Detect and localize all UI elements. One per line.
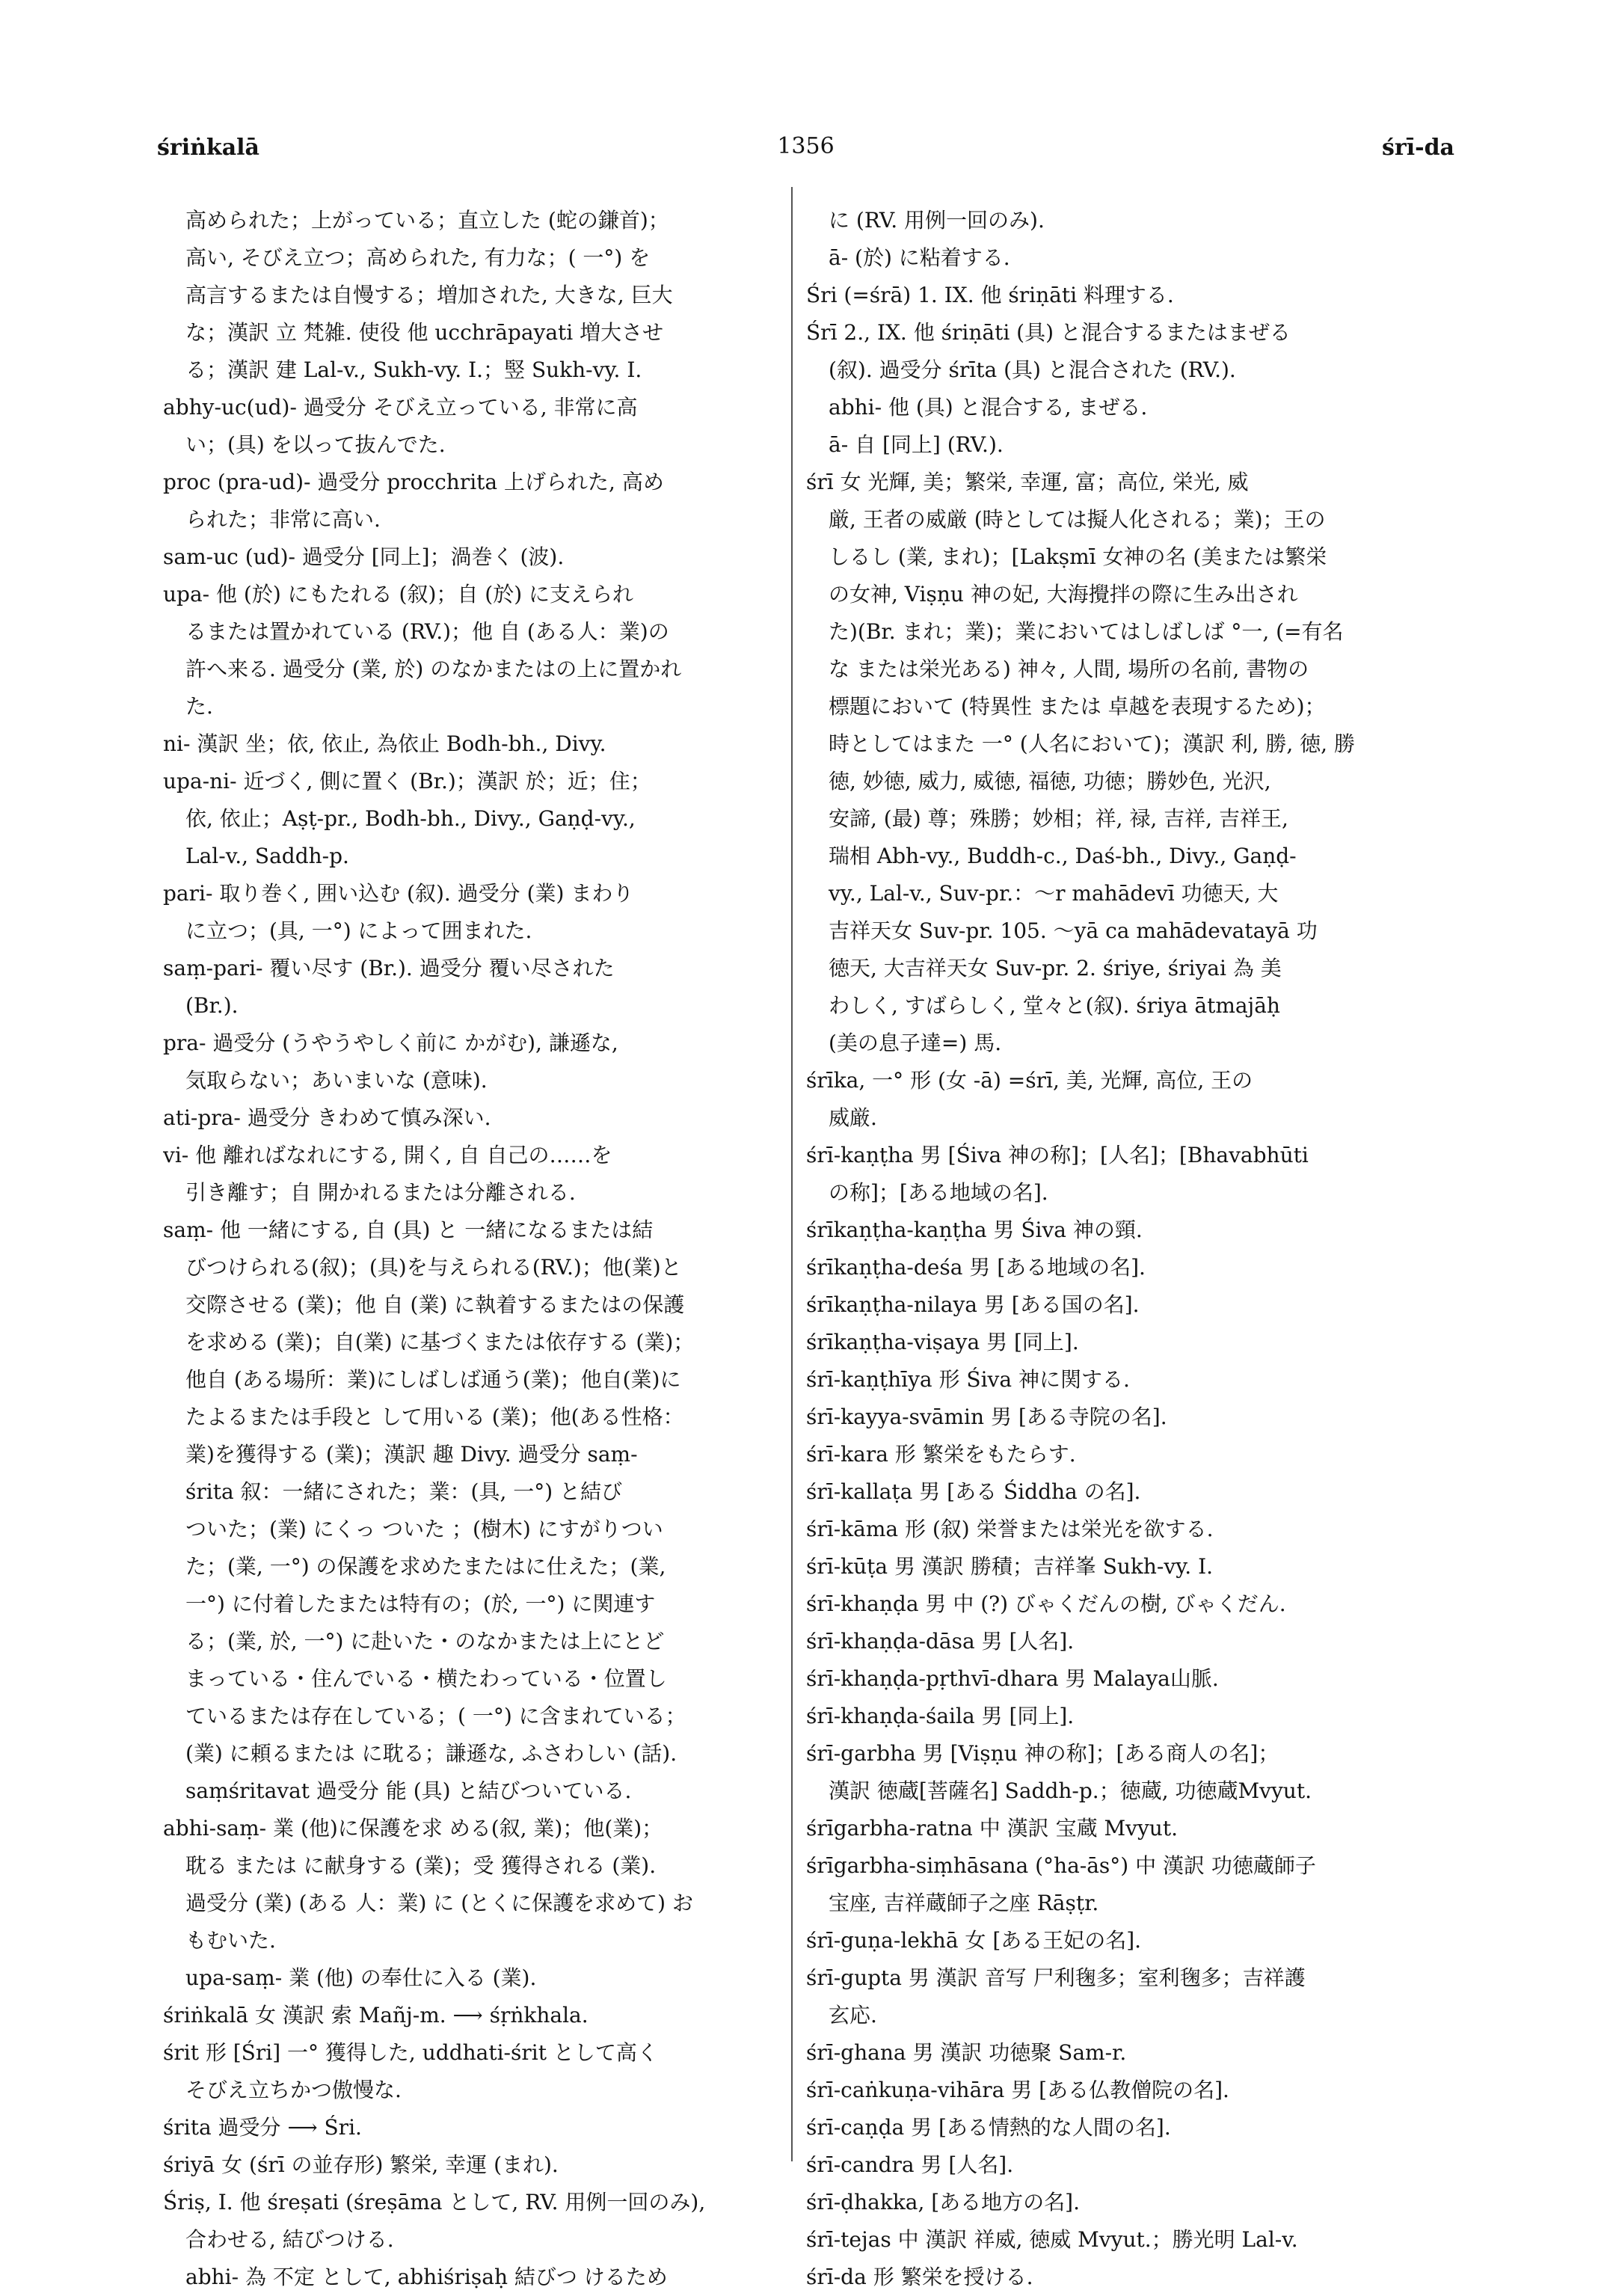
dictionary-line: しるし (業, まれ)；[Lakṣmī 女神の名 (美または繁栄 — [829, 544, 1327, 569]
dictionary-line: abhi-saṃ- 業 (他)に保護を求 める(叙, 業)；他(業)； — [163, 1816, 663, 1841]
dictionary-line: śrī-kūṭa 男 漢訳 勝積；吉祥峯 Sukh-vy. I. — [806, 1554, 1214, 1579]
dictionary-line: śrī-ḍhakka, [ある地方の名]. — [806, 2190, 1080, 2214]
dictionary-line: られた；非常に高い. — [185, 507, 381, 532]
dictionary-line: pari- 取り巻く, 囲い込む (叙). 過受分 (業) まわり — [163, 881, 634, 906]
dictionary-line: śrī-kaṇṭhīya 形 Śiva 神に関する. — [806, 1367, 1130, 1392]
dictionary-line: そびえ立ちかつ傲慢な. — [185, 2078, 402, 2102]
dictionary-line: śrī-kāma 形 (叙) 栄誉または栄光を欲する. — [806, 1517, 1214, 1541]
dictionary-line: 瑞相 Abh-vy., Buddh-c., Daś-bh., Divy., Gaṇḍ- — [829, 844, 1297, 868]
dictionary-line: た. — [185, 694, 213, 719]
dictionary-line: 高められた；上がっている；直立した (蛇の鎌首)； — [185, 208, 669, 233]
dictionary-line: びつけられる(叙)；(具)を与えられる(RV.)；他(業)と — [185, 1255, 682, 1280]
dictionary-line: 気取らない；あいまいな (意味). — [185, 1068, 488, 1093]
dictionary-line: 業)を獲得する (業)；漢訳 趣 Divy. 過受分 saṃ- — [185, 1442, 638, 1467]
dictionary-line: Lal-v., Saddh-p. — [185, 844, 349, 868]
dictionary-line: 引き離す；自 開かれるまたは分離される. — [185, 1180, 576, 1205]
dictionary-line: に立つ；(具, 一°) によって囲まれた. — [185, 918, 532, 943]
dictionary-line: śrī 女 光輝, 美；繁栄, 幸運, 富；高位, 栄光, 威 — [806, 470, 1249, 494]
dictionary-line: pra- 過受分 (うやうやしく前に かがむ), 謙遜な, — [163, 1031, 618, 1055]
dictionary-line: 高い, そびえ立つ；高められた, 有力な；( 一°) を — [185, 245, 651, 270]
dictionary-line: śrī-kara 形 繁栄をもたらす. — [806, 1442, 1076, 1467]
dictionary-line: る；漢訳 建 Lal-v., Sukh-vy. I.；竪 Sukh-vy. I. — [185, 357, 642, 382]
dictionary-line: ついた；(業) にくっ ついた ；(樹木) にすがりつい — [185, 1517, 663, 1541]
dictionary-line: 合わせる, 結びつける. — [185, 2227, 394, 2252]
dictionary-line: 許へ来る. 過受分 (業, 於) のなかまたはの上に置かれ — [185, 657, 682, 681]
running-head-right: śrī-da — [1382, 135, 1454, 161]
dictionary-line: śrī-khaṇḍa-dāsa 男 [人名]. — [806, 1629, 1075, 1654]
dictionary-line: まっている・住んでいる・横たわっている・位置し — [185, 1666, 667, 1691]
dictionary-line: 他自 (ある場所：業)にしばしば通う(業)；他自(業)に — [185, 1367, 681, 1392]
dictionary-line: (叙). 過受分 śrīta (具) と混合された (RV.). — [829, 357, 1236, 382]
dictionary-line: upa-ni- 近づく, 側に置く (Br.)；漢訳 於；近；住； — [163, 769, 651, 794]
page-header — [157, 135, 1454, 172]
dictionary-line: 標題において (特異性 または 卓越を表現するため)； — [829, 694, 1326, 719]
dictionary-line: śrita 過受分 ⟶ Śri. — [163, 2115, 362, 2140]
dictionary-line: (業) に頼るまたは に耽る；謙遜な, ふさわしい (話). — [185, 1741, 677, 1766]
dictionary-line: 交際させる (業)；他 自 (業) に執着するまたはの保護 — [185, 1292, 685, 1317]
dictionary-line: abhi- 為 不定 として, abhiśriṣaḥ 結びつ けるため — [185, 2265, 668, 2289]
dictionary-line: śrī-kayya-svāmin 男 [ある寺院の名]. — [806, 1405, 1167, 1429]
dictionary-line: Śri (=śrā) 1. IX. 他 śriṇāti 料理する. — [806, 283, 1174, 307]
left-column — [163, 202, 784, 2296]
dictionary-line: śrī-caṇḍa 男 [ある情熱的な人間の名]. — [806, 2115, 1171, 2140]
dictionary-line: abhy-uc(ud)- 過受分 そびえ立っている, 非常に高 — [163, 395, 638, 420]
dictionary-line: 過受分 (業) (ある 人：業) に (とくに保護を求めて) お — [185, 1891, 693, 1915]
dictionary-line: 玄応. — [829, 2003, 877, 2028]
dictionary-line: もむいた. — [185, 1928, 276, 1953]
dictionary-line: śrī-khaṇḍa-śaila 男 [同上]. — [806, 1704, 1075, 1728]
dictionary-line: (美の息子達=) 馬. — [829, 1031, 1002, 1055]
dictionary-line: śrī-kaṇṭha 男 [Śiva 神の称]；[人名]；[Bhavabhūti — [806, 1143, 1309, 1167]
dictionary-line: 宝座, 吉祥蔵師子之座 Rāṣṭr. — [829, 1891, 1099, 1915]
dictionary-line: い；(具) を以って抜んでた. — [185, 432, 446, 457]
dictionary-line: 耽る または に献身する (業)；受 獲得される (業). — [185, 1853, 657, 1878]
dictionary-line: 厳, 王者の威厳 (時としては擬人化される；業)；王の — [829, 507, 1326, 532]
dictionary-line: な；漢訳 立 梵雑. 使役 他 ucchrāpayati 増大させ — [185, 320, 664, 345]
dictionary-line: に (RV. 用例一回のみ). — [829, 208, 1045, 233]
dictionary-line: 徳, 妙徳, 威力, 威徳, 福徳, 功徳；勝妙色, 光沢, — [829, 769, 1271, 794]
dictionary-line: saṃ-pari- 覆い尽す (Br.). 過受分 覆い尽された — [163, 956, 615, 980]
dictionary-line: śriṅkalā 女 漢訳 索 Mañj-m. ⟶ śṛṅkhala. — [163, 2003, 589, 2028]
dictionary-line: ā- 自 [同上] (RV.). — [829, 432, 1004, 457]
dictionary-line: を求める (業)；自(業) に基づくまたは依存する (業)； — [185, 1330, 695, 1354]
dictionary-line: śrīka, 一° 形 (女 -ā) =śrī, 美, 光輝, 高位, 王の — [806, 1068, 1253, 1093]
dictionary-line: saṃśritavat 過受分 能 (具) と結びついている. — [185, 1778, 632, 1803]
dictionary-line: vi- 他 離ればなれにする, 開く, 自 自己の……を — [163, 1143, 612, 1167]
dictionary-line: śrī-khaṇḍa-pṛthvī-dhara 男 Malaya山脈. — [806, 1666, 1219, 1691]
dictionary-line: 吉祥天女 Suv-pr. 105. ～yā ca mahādevatayā 功 — [829, 918, 1318, 943]
dictionary-line: śrī-gupta 男 漢訳 音写 尸利毱多；室利毱多；吉祥護 — [806, 1965, 1306, 1990]
dictionary-line: た)(Br. まれ；業)；業においてはしばしば °一, (=有名 — [829, 619, 1344, 644]
dictionary-line: るまたは置かれている (RV.)；他 自 (ある人：業)の — [185, 619, 669, 644]
dictionary-line: śrit 形 [Śri] 一° 獲得した, uddhati-śrit として高く — [163, 2040, 658, 2065]
dictionary-line: Śriṣ, I. 他 śreṣati (śreṣāma として, RV. 用例一回のみ), — [163, 2190, 706, 2214]
dictionary-line: śrī-garbha 男 [Viṣṇu 神の称]；[ある商人の名]； — [806, 1741, 1279, 1766]
dictionary-line: proc (pra-ud)- 過受分 procchrita 上げられた, 高め — [163, 470, 664, 494]
dictionary-line: (Br.). — [185, 993, 239, 1018]
dictionary-line: 依, 依止；Aṣṭ-pr., Bodh-bh., Divy., Gaṇḍ-vy., — [185, 806, 636, 831]
dictionary-line: の称]；[ある地域の名]. — [829, 1180, 1048, 1205]
dictionary-line: 安諦, (最) 尊；殊勝；妙相；祥, 禄, 吉祥, 吉祥王, — [829, 806, 1288, 831]
dictionary-line: śrīkaṇṭha-nilaya 男 [ある国の名]. — [806, 1292, 1140, 1317]
dictionary-line: abhi- 他 (具) と混合する, まぜる. — [829, 395, 1148, 420]
dictionary-line: 時としてはまた 一° (人名において)；漢訳 利, 勝, 徳, 勝 — [829, 731, 1355, 756]
page-number: 1356 — [777, 133, 835, 159]
column-divider — [791, 187, 793, 2161]
dictionary-line: ā- (於) に粘着する. — [829, 245, 1010, 270]
dictionary-line: たよるまたは手段と して用いる (業)；他(ある性格： — [185, 1405, 684, 1429]
dictionary-line: śrī-candra 男 [人名]. — [806, 2152, 1014, 2177]
dictionary-line: の女神, Viṣṇu 神の妃, 大海攪拌の際に生み出され — [829, 582, 1298, 607]
dictionary-line: vy., Lal-v., Suv-pr.：～r mahādevī 功徳天, 大 — [829, 881, 1279, 906]
dictionary-line: upa-saṃ- 業 (他) の奉仕に入る (業). — [185, 1965, 537, 1990]
dictionary-line: わしく, すばらしく, 堂々と(叙). śriya ātmajāḥ — [829, 993, 1280, 1018]
dictionary-line: 高言するまたは自慢する；増加された, 大きな, 巨大 — [185, 283, 673, 307]
right-column — [806, 202, 1449, 2296]
dictionary-line: śrīkaṇṭha-deśa 男 [ある地域の名]. — [806, 1255, 1146, 1280]
dictionary-line: ているまたは存在している；( 一°) に含まれている； — [185, 1704, 686, 1728]
dictionary-line: śrī-guṇa-lekhā 女 [ある王妃の名]. — [806, 1928, 1142, 1953]
dictionary-line: śrīgarbha-siṃhāsana (°ha-ās°) 中 漢訳 功徳蔵師子 — [806, 1853, 1316, 1878]
dictionary-line: た；(業, 一°) の保護を求めたまたはに仕えた；(業, — [185, 1554, 666, 1579]
dictionary-line: 徳天, 大吉祥天女 Suv-pr. 2. śriye, śriyai 為 美 — [829, 956, 1282, 980]
dictionary-line: ni- 漢訳 坐；依, 依止, 為依止 Bodh-bh., Divy. — [163, 731, 606, 756]
dictionary-line: 威厳. — [829, 1105, 877, 1130]
dictionary-line: śrī-da 形 繁栄を授ける. — [806, 2265, 1033, 2289]
dictionary-line: śrita 叙：一緒にされた；業：(具, 一°) と結び — [185, 1479, 623, 1504]
dictionary-line: śrī-caṅkuṇa-vihāra 男 [ある仏教僧院の名]. — [806, 2078, 1229, 2102]
dictionary-line: 漢訳 徳蔵[菩薩名] Saddh-p.；徳蔵, 功徳蔵Mvyut. — [829, 1778, 1312, 1803]
running-head-left: śriṅkalā — [157, 135, 259, 161]
dictionary-line: śrī-kallaṭa 男 [ある Śiddha の名]. — [806, 1479, 1141, 1504]
dictionary-line: saṃ- 他 一緒にする, 自 (具) と 一緒になるまたは結 — [163, 1218, 654, 1242]
dictionary-line: upa- 他 (於) にもたれる (叙)；自 (於) に支えられ — [163, 582, 634, 607]
dictionary-line: ati-pra- 過受分 きわめて慎み深い. — [163, 1105, 491, 1130]
dictionary-line: śrīgarbha-ratna 中 漢訳 宝蔵 Mvyut. — [806, 1816, 1178, 1841]
dictionary-line: śrī-tejas 中 漢訳 祥威, 徳威 Mvyut.；勝光明 Lal-v. — [806, 2227, 1298, 2252]
dictionary-line: śriyā 女 (śrī の並存形) 繁栄, 幸運 (まれ). — [163, 2152, 559, 2177]
dictionary-line: śrīkaṇṭha-viṣaya 男 [同上]. — [806, 1330, 1079, 1354]
dictionary-line: Śrī 2., IX. 他 śriṇāti (具) と混合するまたはまぜる — [806, 320, 1291, 345]
dictionary-line: śrī-khaṇḍa 男 中 (?) びゃくだんの樹, びゃくだん. — [806, 1591, 1286, 1616]
dictionary-line: śrīkaṇṭha-kaṇṭha 男 Śiva 神の頸. — [806, 1218, 1143, 1242]
dictionary-line: śrī-ghana 男 漢訳 功徳聚 Sam-r. — [806, 2040, 1127, 2065]
dictionary-line: 一°) に付着したまたは特有の；(於, 一°) に関連す — [185, 1591, 656, 1616]
dictionary-line: る；(業, 於, 一°) に赴いた・のなかまたは上にとど — [185, 1629, 665, 1654]
dictionary-line: な または栄光ある) 神々, 人間, 場所の名前, 書物の — [829, 657, 1309, 681]
dictionary-line: sam-uc (ud)- 過受分 [同上]；渦巻く (波). — [163, 544, 565, 569]
